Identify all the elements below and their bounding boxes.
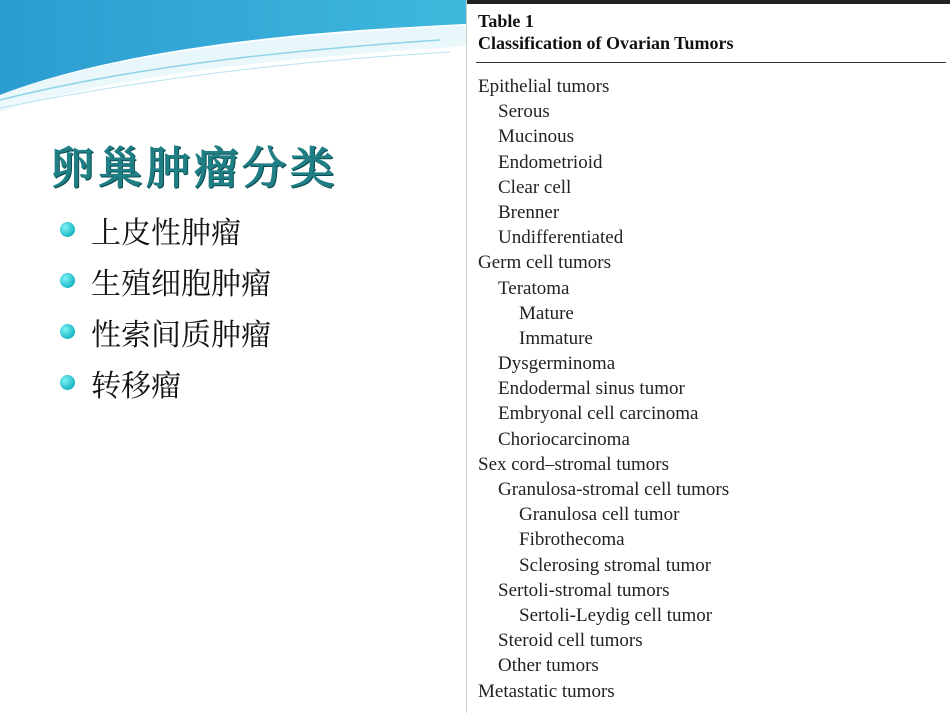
bullet-item (60, 306, 271, 357)
bullet-text: 生殖细胞肿瘤 (91, 266, 271, 302)
classification-row: Endometrioid (498, 151, 603, 173)
classification-row: Endodermal sinus tumor (498, 378, 685, 400)
bullet-dot-icon (60, 273, 75, 288)
classification-row: Mucinous (498, 126, 574, 148)
bullet-text: 性索间质肿瘤 (91, 317, 271, 353)
classification-row: Brenner (498, 201, 560, 223)
bullet-item (60, 357, 271, 408)
slide-title: 卵巢肿瘤分类 (50, 143, 338, 194)
classification-row: Sex cord–stromal tumors (478, 453, 670, 475)
classification-row: Granulosa-stromal cell tumors (498, 479, 730, 500)
classification-row: Fibrothecoma (519, 529, 625, 551)
classification-row: Serous (498, 101, 550, 123)
bullet-item (60, 204, 271, 255)
classification-row: Sertoli-Leydig cell tumor (519, 604, 713, 626)
classification-row: Embryonal cell carcinoma (498, 403, 699, 425)
bullet-dot-icon (60, 222, 75, 237)
classification-row: Sclerosing stromal tumor (519, 554, 712, 576)
bullet-text: 转移瘤 (91, 368, 181, 404)
classification-row: Granulosa cell tumor (519, 504, 680, 526)
classification-row: Clear cell (498, 176, 572, 198)
table-label: Table 1 (478, 11, 534, 31)
table-caption: Classification of Ovarian Tumors (478, 33, 734, 53)
bullet-list (60, 204, 271, 408)
table-header-rule (476, 62, 946, 63)
classification-list (478, 74, 729, 704)
classification-row: Steroid cell tumors (498, 630, 643, 652)
classification-row: Metastatic tumors (478, 680, 615, 702)
panel-border (466, 0, 467, 713)
classification-row: Dysgerminoma (498, 353, 616, 375)
classification-row: Teratoma (498, 277, 570, 299)
classification-row: Other tumors (498, 655, 599, 677)
bullet-text: 上皮性肿瘤 (91, 215, 241, 251)
classification-row: Epithelial tumors (478, 76, 610, 97)
table-heading (478, 10, 734, 54)
classification-row: Sertoli-stromal tumors (498, 579, 670, 601)
classification-row: Choriocarcinoma (498, 428, 630, 450)
bullet-item (60, 255, 271, 306)
bullet-dot-icon (60, 375, 75, 390)
classification-row: Immature (519, 327, 593, 349)
classification-row: Germ cell tumors (478, 252, 611, 274)
bullet-dot-icon (60, 324, 75, 339)
table-top-rule (467, 0, 950, 4)
classification-row: Undifferentiated (498, 227, 624, 249)
classification-row: Mature (519, 302, 574, 324)
